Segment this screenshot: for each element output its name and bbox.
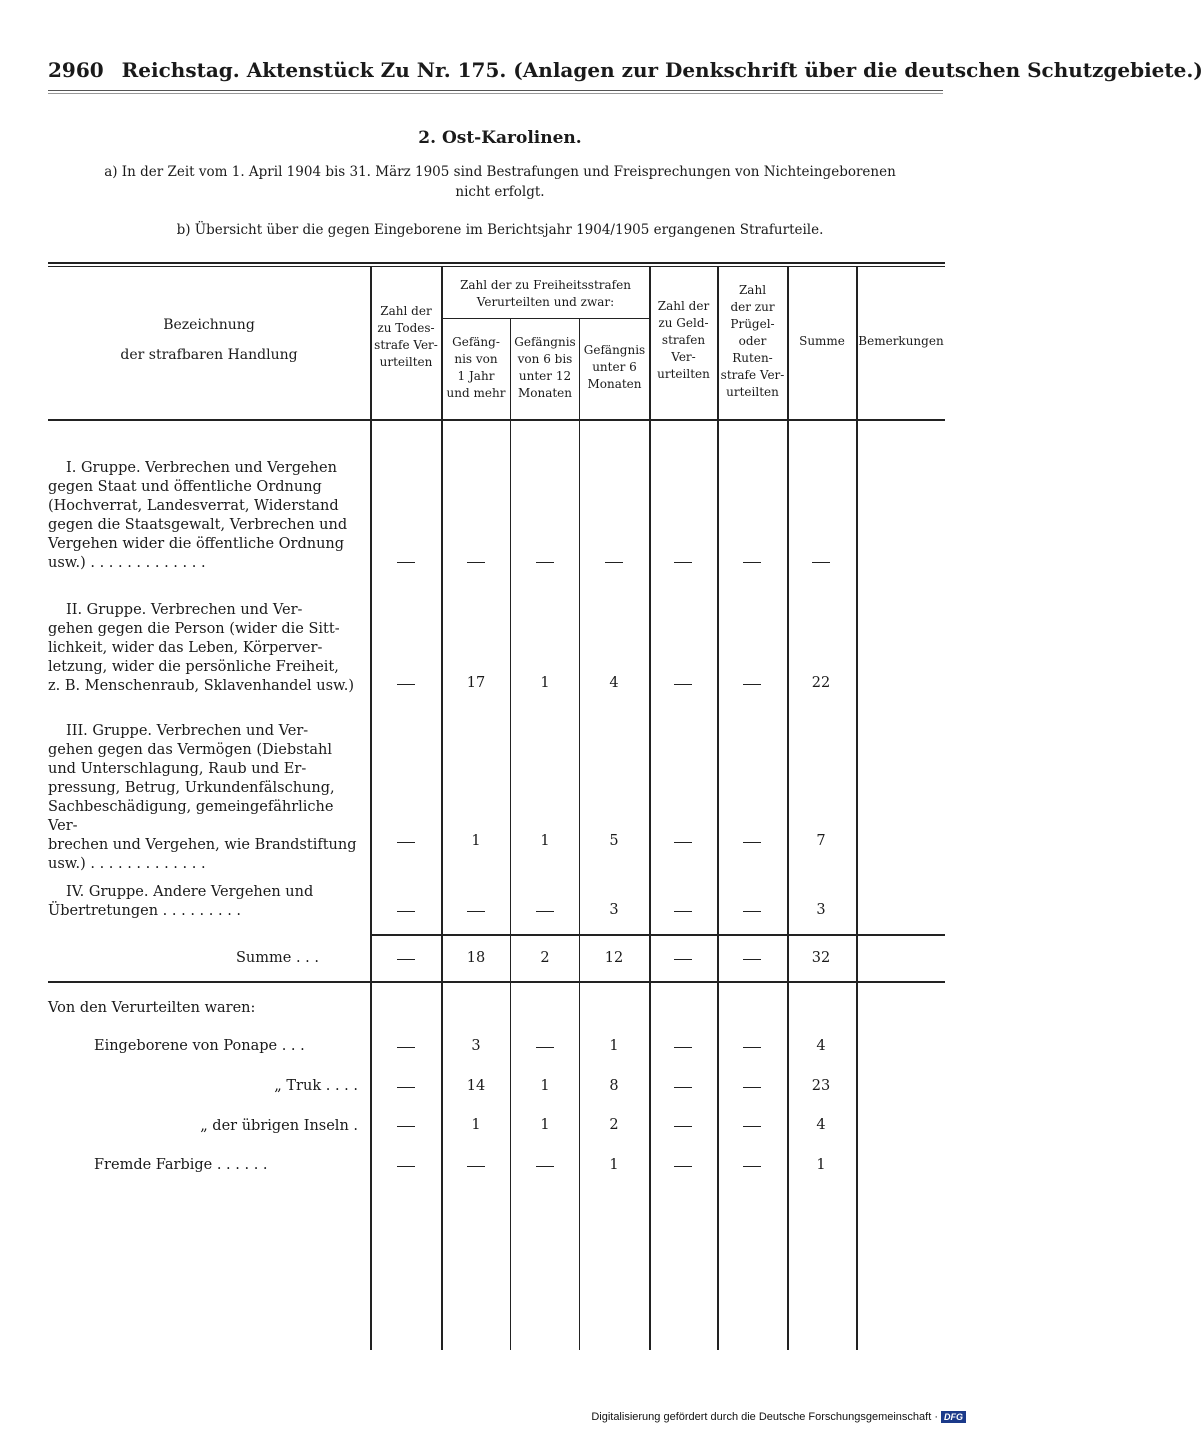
group-1-cell-7-dash (812, 562, 830, 563)
summe-top-rule (370, 934, 945, 936)
breakdown-3-cell-6-dash (743, 1126, 761, 1127)
breakdown-4-cell-7: 1 (816, 1157, 826, 1173)
group-4-cell-1-dash (397, 911, 415, 912)
summe-bottom-rule (48, 981, 945, 983)
breakdown-1-cell-1-dash (397, 1047, 415, 1048)
breakdown-2-cell-1-dash (397, 1087, 415, 1088)
header-gef3-l2: unter 6 (592, 360, 637, 374)
breakdown-2-cell-4: 8 (609, 1078, 619, 1094)
header-geld-l5: urteilten (657, 367, 710, 381)
breakdown-2-cell-5-dash (674, 1087, 692, 1088)
group-1-cell-1-dash (397, 562, 415, 563)
header-gef3 (580, 342, 649, 393)
header-pruegel-l7: urteilten (726, 385, 779, 399)
breakdown-4-cell-4: 1 (609, 1157, 619, 1173)
group-3-cell-1-dash (397, 842, 415, 843)
breakdown-1-cell-2: 3 (471, 1038, 481, 1054)
paragraph-a: a) In der Zeit vom 1. April 1904 bis 31. März 1905 sind Bestrafungen und Freisprechungen von Nichteingeborenen nicht erfolgt. (104, 164, 896, 200)
header-death-l3: strafe Ver- (374, 338, 438, 352)
header-gef1-l2: nis von (454, 352, 498, 366)
group-2-cell-5-dash (674, 684, 692, 685)
group-2-line3: lichkeit, wider das Leben, Körperver- (48, 640, 323, 656)
running-head (48, 58, 1203, 82)
header-geld-l4: Ver- (671, 350, 696, 364)
group-1-cell-2-dash (467, 562, 485, 563)
group-4-line1: IV. Gruppe. Andere Vergehen und (66, 884, 314, 900)
page-number: 2960 (48, 58, 104, 82)
paragraph-b: b) Übersicht über die gegen Eingeborene im Berichtsjahr 1904/1905 ergangenen Strafurteile. (176, 222, 824, 238)
col-line-5 (649, 267, 651, 1350)
group-4-cell-7: 3 (816, 902, 826, 918)
running-title: Reichstag. Aktenstück Zu Nr. 175. (Anlagen zur Denkschrift über die deutschen Schutzgebiete.) (121, 58, 1203, 82)
breakdown-row-4-label: Fremde Farbige . . . . . . (94, 1157, 268, 1173)
header-death-l4: urteilten (379, 355, 433, 369)
header-pruegel-l5: Ruten- (732, 351, 773, 365)
summe-cell-4: 12 (604, 950, 624, 966)
group-3-line4: pressung, Betrug, Urkundenfälschung, (48, 780, 335, 796)
footer-text: Digitalisierung gefördert durch die Deutsche Forschungsgemeinschaft · (591, 1411, 938, 1423)
col-line-4 (579, 318, 580, 1350)
header-gef3-l1: Gefängnis (583, 343, 646, 357)
header-pruegel (718, 282, 787, 401)
group-3-cell-7: 7 (816, 833, 826, 849)
group-4-cell-6-dash (743, 911, 761, 912)
header-death (371, 303, 441, 371)
breakdown-1-cell-7: 4 (816, 1038, 826, 1054)
summe-cell-1-dash (397, 959, 415, 960)
group-3-line3: und Unterschlagung, Raub und Er- (48, 761, 307, 777)
table-top-rule (48, 262, 945, 264)
group-3-line5: Sachbeschädigung, gemeingefährliche Ver- (48, 799, 334, 834)
header-gef1-l3: 1 Jahr (457, 369, 495, 383)
group-3-line7: usw.) . . . . . . . . . . . . . (48, 856, 206, 872)
group-2-line5: z. B. Menschenraub, Sklavenhandel usw.) (48, 678, 355, 694)
group-3-cell-2: 1 (471, 833, 481, 849)
group-1-cell-6-dash (743, 562, 761, 563)
breakdown-2-cell-6-dash (743, 1087, 761, 1088)
header-gef1-l4: und mehr (446, 386, 506, 400)
breakdown-4-cell-6-dash (743, 1166, 761, 1167)
header-gef2-l2: von 6 bis (517, 352, 573, 366)
col-line-7 (787, 267, 789, 1350)
group-3-cell-5-dash (674, 842, 692, 843)
breakdown-1-cell-3-dash (536, 1047, 554, 1048)
group-1-line1: I. Gruppe. Verbrechen und Vergehen (66, 460, 337, 476)
summe-label: Summe . . . (236, 950, 320, 966)
breakdown-row-3-label: „ der übrigen Inseln . (200, 1118, 358, 1134)
header-gef3-l3: Monaten (587, 377, 642, 391)
group-2-cell-1-dash (397, 684, 415, 685)
group-4-cell-5-dash (674, 911, 692, 912)
header-geld-l3: strafen (661, 333, 706, 347)
table-top-rule-thin (48, 266, 945, 267)
header-offense (48, 310, 370, 370)
group-2-line1: II. Gruppe. Verbrechen und Ver- (66, 602, 303, 618)
header-geld-l2: zu Geld- (658, 316, 709, 330)
breakdown-1-cell-4: 1 (609, 1038, 619, 1054)
group-3-cell-6-dash (743, 842, 761, 843)
col-line-3 (510, 318, 511, 1350)
header-pruegel-l3: Prügel- (730, 317, 775, 331)
breakdown-3-cell-7: 4 (816, 1117, 826, 1133)
group-row-2-label (48, 601, 358, 696)
breakdown-4-cell-3-dash (536, 1166, 554, 1167)
group-1-line4: gegen die Staatsgewalt, Verbrechen und (48, 517, 348, 533)
header-gef1-l1: Gefäng- (452, 335, 500, 349)
header-gef2-l1: Gefängnis (514, 335, 576, 349)
group-2-line4: letzung, wider die persönliche Freiheit, (48, 659, 339, 675)
breakdown-1-cell-5-dash (674, 1047, 692, 1048)
breakdown-title: Von den Verurteilten waren: (48, 1000, 256, 1016)
group-1-line6: usw.) . . . . . . . . . . . . . (48, 555, 206, 571)
group-2-cell-6-dash (743, 684, 761, 685)
header-death-l1: Zahl der (380, 304, 432, 318)
header-geld (650, 298, 717, 383)
summe-cell-6-dash (743, 959, 761, 960)
breakdown-3-cell-4: 2 (609, 1117, 619, 1133)
group-3-cell-4: 5 (609, 833, 619, 849)
breakdown-3-cell-2: 1 (471, 1117, 481, 1133)
header-freiheit-group (442, 277, 649, 311)
group-3-line2: gehen gegen das Vermögen (Diebstahl (48, 742, 332, 758)
group-4-cell-2-dash (467, 911, 485, 912)
header-gef2-l4: Monaten (517, 386, 573, 400)
group-3-cell-3: 1 (540, 833, 550, 849)
breakdown-1-cell-6-dash (743, 1047, 761, 1048)
breakdown-2-cell-2: 14 (466, 1078, 486, 1094)
group-row-3-label (48, 722, 358, 874)
group-1-cell-4-dash (605, 562, 623, 563)
group-1-line5: Vergehen wider die öffentliche Ordnung (48, 536, 345, 552)
col-line-2 (441, 267, 443, 1350)
group-1-cell-3-dash (536, 562, 554, 563)
group-4-line2: Übertretungen . . . . . . . . . (48, 903, 242, 919)
header-summe: Summe (799, 334, 845, 348)
group-1-line3: (Hochverrat, Landesverrat, Widerstand (48, 498, 339, 514)
header-rule (48, 90, 943, 94)
group-4-cell-4: 3 (609, 902, 619, 918)
breakdown-row-2-label: „ Truk . . . . (274, 1078, 358, 1094)
footer-credit (591, 1411, 966, 1423)
header-bottom-rule (48, 419, 945, 421)
breakdown-2-cell-7: 23 (811, 1078, 831, 1094)
header-pruegel-l4: oder (738, 334, 767, 348)
dfg-logo: DFG (941, 1411, 966, 1423)
summe-cell-2: 18 (466, 950, 486, 966)
breakdown-4-cell-1-dash (397, 1166, 415, 1167)
section-title: 2. Ost-Karolinen. (418, 128, 582, 148)
header-freiheit-l2: Verurteilten und zwar: (476, 295, 615, 309)
header-pruegel-l2: der zur (730, 300, 775, 314)
breakdown-3-cell-5-dash (674, 1126, 692, 1127)
group-2-cell-3: 1 (540, 675, 550, 691)
breakdown-3-cell-3: 1 (540, 1117, 550, 1133)
breakdown-3-cell-1-dash (397, 1126, 415, 1127)
summe-cell-5-dash (674, 959, 692, 960)
header-offense-line2: der strafbaren Handlung (120, 347, 298, 363)
header-gef2 (511, 334, 579, 402)
group-1-line2: gegen Staat und öffentliche Ordnung (48, 479, 322, 495)
col-line-1 (370, 267, 372, 1350)
col-line-8 (856, 267, 858, 1350)
header-gef2-l3: unter 12 (518, 369, 572, 383)
header-pruegel-l1: Zahl (738, 283, 767, 297)
header-gef1 (442, 334, 510, 402)
group-1-cell-5-dash (674, 562, 692, 563)
breakdown-4-cell-2-dash (467, 1166, 485, 1167)
group-2-cell-2: 17 (466, 675, 486, 691)
breakdown-4-cell-5-dash (674, 1166, 692, 1167)
header-freiheit-l1: Zahl der zu Freiheitsstrafen (460, 278, 631, 292)
breakdown-row-1-label: Eingeborene von Ponape . . . (94, 1038, 305, 1054)
group-row-4-label (48, 883, 358, 921)
header-death-l2: zu Todes- (377, 321, 435, 335)
group-2-cell-4: 4 (609, 675, 619, 691)
header-pruegel-l6: strafe Ver- (720, 368, 785, 382)
summe-cell-7: 32 (811, 950, 831, 966)
group-sub-rule (441, 318, 649, 319)
header-offense-line1: Bezeichnung (163, 317, 255, 333)
group-2-cell-7: 22 (811, 675, 831, 691)
group-4-cell-3-dash (536, 911, 554, 912)
breakdown-2-cell-3: 1 (540, 1078, 550, 1094)
col-line-6 (717, 267, 719, 1350)
group-2-line2: gehen gegen die Person (wider die Sitt- (48, 621, 340, 637)
header-geld-l1: Zahl der (657, 299, 710, 313)
group-3-line1: III. Gruppe. Verbrechen und Ver- (66, 723, 309, 739)
summe-cell-3: 2 (540, 950, 550, 966)
header-bemerkungen: Bemerkungen (858, 334, 944, 348)
group-3-line6: brechen und Vergehen, wie Brandstiftung (48, 837, 357, 853)
group-row-1-label (48, 459, 358, 573)
